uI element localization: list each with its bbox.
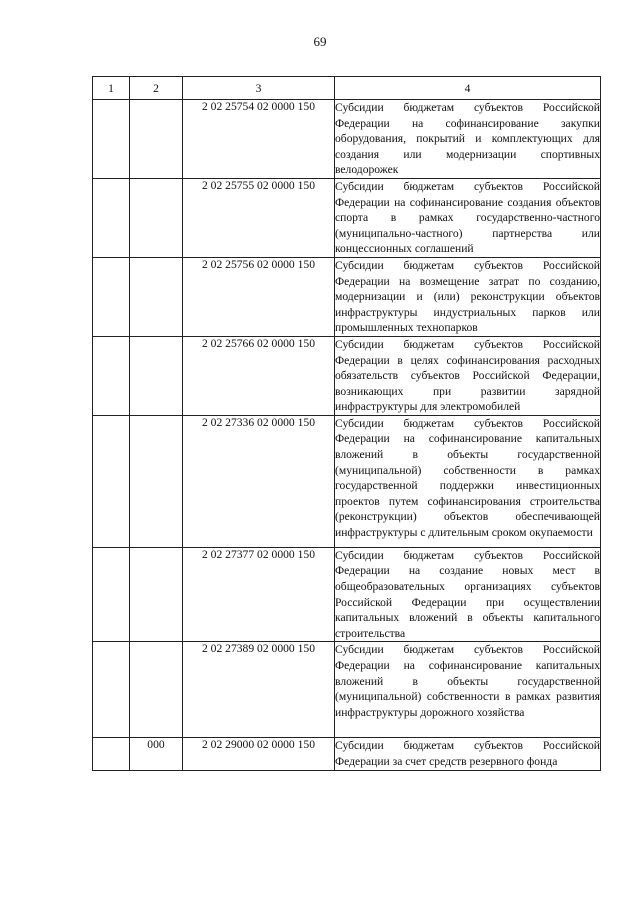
cell-col-1 [93,547,130,642]
cell-description: Субсидии бюджетам субъектов Российской Федерации в целях софинансирования расходных обязательств субъектов Российской Федерации, возникающих при развитии зарядной инфраструктуры для электромобилей [335,336,601,415]
cell-code: 2 02 25755 02 0000 150 [183,178,335,257]
cell-col-2 [130,642,183,738]
cell-code: 2 02 29000 02 0000 150 [183,738,335,770]
header-col-3: 3 [183,77,335,100]
cell-code: 2 02 25766 02 0000 150 [183,336,335,415]
cell-description: Субсидии бюджетам субъектов Российской Федерации на софинансирование закупки оборудования, покрытий и комплектующих для создания или модернизации спортивных велодорожек [335,100,601,179]
cell-description: Субсидии бюджетам субъектов Российской Федерации на софинансирование капитальных вложений в объекты государственной (муниципальной) собственности в рамках государственной поддержки инвестиционных проектов путем софинансирования строительства (реконструкции) объектов обеспечивающей инфраструктуры с длительным сроком окупаемости [335,415,601,547]
cell-description: Субсидии бюджетам субъектов Российской Федерации на возмещение затрат по созданию, модернизации и (или) реконструкции объектов инфраструктуры индустриальных парков или промышленных технопарков [335,257,601,336]
table-row [93,178,601,257]
cell-code: 2 02 27389 02 0000 150 [183,642,335,738]
budget-code-table [92,76,601,771]
cell-col-1 [93,178,130,257]
cell-col-2 [130,415,183,547]
cell-code: 2 02 25756 02 0000 150 [183,257,335,336]
cell-col-1 [93,257,130,336]
cell-col-2 [130,547,183,642]
table-row [93,547,601,642]
cell-col-1 [93,415,130,547]
cell-col-2 [130,336,183,415]
header-col-1: 1 [93,77,130,100]
cell-col-1 [93,336,130,415]
cell-col-1 [93,738,130,770]
cell-description: Субсидии бюджетам субъектов Российской Федерации на софинансирование создания объектов спорта в рамках государственно-частного (муниципально-частного) партнерства или концессионных соглашений [335,178,601,257]
table-row [93,415,601,547]
table-row [93,257,601,336]
cell-col-2 [130,100,183,179]
cell-description: Субсидии бюджетам субъектов Российской Федерации на создание новых мест в общеобразовательных организациях субъектов Российской Федерации при осуществлении капитальных вложений в объекты капитального строительства [335,547,601,642]
table-row [93,642,601,738]
cell-col-1 [93,100,130,179]
table-header-row [93,77,601,100]
cell-description: Субсидии бюджетам субъектов Российской Федерации на софинансирование капитальных вложений в объекты государственной (муниципальной) собственности в рамках развития инфраструктуры дорожного хозяйства [335,642,601,738]
cell-col-2 [130,178,183,257]
cell-col-2 [130,257,183,336]
page-number: 69 [313,34,327,49]
table-row [93,336,601,415]
table-row [93,738,601,770]
cell-col-1 [93,642,130,738]
cell-col-2: 000 [130,738,183,770]
cell-code: 2 02 27336 02 0000 150 [183,415,335,547]
header-col-2: 2 [130,77,183,100]
cell-code: 2 02 27377 02 0000 150 [183,547,335,642]
cell-description: Субсидии бюджетам субъектов Российской Федерации за счет средств резервного фонда [335,738,601,770]
cell-code: 2 02 25754 02 0000 150 [183,100,335,179]
header-col-4: 4 [335,77,601,100]
table-row [93,100,601,179]
